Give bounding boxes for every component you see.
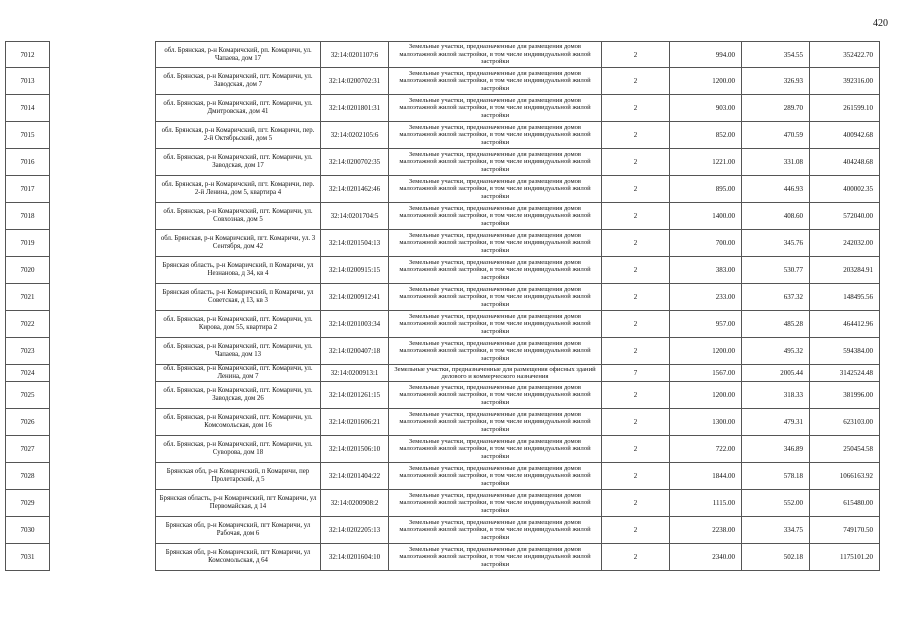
cell-area: 722.00 — [670, 436, 742, 463]
cell-area: 957.00 — [670, 311, 742, 338]
cell-area: 2340.00 — [670, 544, 742, 571]
table-row — [6, 463, 880, 490]
cell-land-use: Земельные участки, предназначенные для размещения домов малоэтажной жилой застройки, в том числе индивидуальной жилой застройки — [389, 338, 602, 365]
cell-land-use: Земельные участки, предназначенные для размещения домов малоэтажной жилой застройки, в том числе индивидуальной жилой застройки — [389, 149, 602, 176]
cell-area: 1300.00 — [670, 409, 742, 436]
cell-group: 2 — [602, 68, 670, 95]
cell-specific-value: 331.08 — [742, 149, 810, 176]
cell-group: 2 — [602, 257, 670, 284]
cell-area: 1221.00 — [670, 149, 742, 176]
cell-cadastral-number: 32:14:0200407:18 — [321, 338, 389, 365]
cell-land-use: Земельные участки, предназначенные для размещения домов малоэтажной жилой застройки, в том числе индивидуальной жилой застройки — [389, 95, 602, 122]
cell-cadastral-value: 203284.91 — [810, 257, 880, 284]
table-row — [6, 95, 880, 122]
table-row — [6, 230, 880, 257]
cell-cadastral-number: 32:14:0200915:15 — [321, 257, 389, 284]
cell-area: 1567.00 — [670, 365, 742, 382]
cell-cadastral-number: 32:14:0200702:31 — [321, 68, 389, 95]
cell-area: 383.00 — [670, 257, 742, 284]
cell-address: обл. Брянская, р-н Комаричский, пгт. Комаричи, ул. Заводская, дом 17 — [156, 149, 321, 176]
cell-cadastral-number: 32:14:0200913:1 — [321, 365, 389, 382]
cell-address: обл. Брянская, р-н Комаричский, пгт. Комаричи, пер. 2-й Октябрьский, дом 5 — [156, 122, 321, 149]
cell-land-use: Земельные участки, предназначенные для размещения домов малоэтажной жилой застройки, в том числе индивидуальной жилой застройки — [389, 517, 602, 544]
cell-land-use: Земельные участки, предназначенные для размещения домов малоэтажной жилой застройки, в том числе индивидуальной жилой застройки — [389, 42, 602, 68]
cell-specific-value: 408.60 — [742, 203, 810, 230]
cell-spacer — [50, 203, 156, 230]
cell-area: 1844.00 — [670, 463, 742, 490]
cell-land-use: Земельные участки, предназначенные для размещения домов малоэтажной жилой застройки, в том числе индивидуальной жилой застройки — [389, 490, 602, 517]
table-row — [6, 176, 880, 203]
cell-area: 903.00 — [670, 95, 742, 122]
cell-land-use: Земельные участки, предназначенные для размещения домов малоэтажной жилой застройки, в том числе индивидуальной жилой застройки — [389, 257, 602, 284]
cell-group: 2 — [602, 203, 670, 230]
cell-land-use: Земельные участки, предназначенные для размещения офисных зданий делового и коммерческого назначения — [389, 365, 602, 382]
cell-row-number: 7016 — [6, 149, 50, 176]
table-row — [6, 311, 880, 338]
cell-spacer — [50, 311, 156, 338]
cell-cadastral-number: 32:14:0200912:41 — [321, 284, 389, 311]
cell-address: Брянская обл, р-н Комаричский, пгт Комаричи, ул Рабочая, дом 6 — [156, 517, 321, 544]
cell-area: 1115.00 — [670, 490, 742, 517]
cell-row-number: 7028 — [6, 463, 50, 490]
cell-group: 2 — [602, 149, 670, 176]
cell-specific-value: 446.93 — [742, 176, 810, 203]
cell-area: 1400.00 — [670, 203, 742, 230]
cell-row-number: 7029 — [6, 490, 50, 517]
cell-specific-value: 578.18 — [742, 463, 810, 490]
cell-spacer — [50, 409, 156, 436]
cell-row-number: 7019 — [6, 230, 50, 257]
cell-cadastral-value: 404248.68 — [810, 149, 880, 176]
cell-cadastral-value: 1066163.92 — [810, 463, 880, 490]
cell-cadastral-value: 615480.00 — [810, 490, 880, 517]
cell-group: 7 — [602, 365, 670, 382]
cell-cadastral-number: 32:14:0201506:10 — [321, 436, 389, 463]
cell-specific-value: 530.77 — [742, 257, 810, 284]
cell-group: 2 — [602, 517, 670, 544]
cell-group: 2 — [602, 42, 670, 68]
cell-specific-value: 502.18 — [742, 544, 810, 571]
cell-land-use: Земельные участки, предназначенные для размещения домов малоэтажной жилой застройки, в том числе индивидуальной жилой застройки — [389, 311, 602, 338]
cell-specific-value: 495.32 — [742, 338, 810, 365]
cell-area: 994.00 — [670, 42, 742, 68]
cell-land-use: Земельные участки, предназначенные для размещения домов малоэтажной жилой застройки, в том числе индивидуальной жилой застройки — [389, 203, 602, 230]
cell-spacer — [50, 544, 156, 571]
cell-cadastral-number: 32:14:0201704:5 — [321, 203, 389, 230]
cell-area: 1200.00 — [670, 68, 742, 95]
cell-cadastral-value: 1175101.20 — [810, 544, 880, 571]
cell-area: 2238.00 — [670, 517, 742, 544]
table-row — [6, 68, 880, 95]
cell-cadastral-number: 32:14:0201606:21 — [321, 409, 389, 436]
cell-address: обл. Брянская, р-н Комаричский, пгт. Комаричи, ул. Совхозная, дом 5 — [156, 203, 321, 230]
cell-cadastral-number: 32:14:0200908:2 — [321, 490, 389, 517]
cell-specific-value: 354.55 — [742, 42, 810, 68]
cell-row-number: 7014 — [6, 95, 50, 122]
cell-land-use: Земельные участки, предназначенные для размещения домов малоэтажной жилой застройки, в том числе индивидуальной жилой застройки — [389, 382, 602, 409]
cell-specific-value: 334.75 — [742, 517, 810, 544]
cell-spacer — [50, 68, 156, 95]
cell-address: обл. Брянская, р-н Комаричский, пгт. Комаричи, ул. Заводская, дом 7 — [156, 68, 321, 95]
cell-row-number: 7021 — [6, 284, 50, 311]
cell-land-use: Земельные участки, предназначенные для размещения домов малоэтажной жилой застройки, в том числе индивидуальной жилой застройки — [389, 230, 602, 257]
cell-address: Брянская область, р-н Комаричский, пгт Комаричи, ул Первомайская, д 14 — [156, 490, 321, 517]
cell-group: 2 — [602, 490, 670, 517]
cell-address: обл. Брянская, р-н Комаричский, пгт. Комаричи, ул. Дмитровская, дом 41 — [156, 95, 321, 122]
cell-group: 2 — [602, 409, 670, 436]
cell-cadastral-value: 3142524.48 — [810, 365, 880, 382]
cell-address: обл. Брянская, р-н Комаричский, пгт. Комаричи, пер. 2-й Ленина, дом 5, квартира 4 — [156, 176, 321, 203]
cell-cadastral-value: 392316.00 — [810, 68, 880, 95]
cell-area: 1200.00 — [670, 338, 742, 365]
cell-cadastral-number: 32:14:0201107:6 — [321, 42, 389, 68]
cell-address: Брянская область, р-н Комаричский, п Комаричи, ул Советская, д 13, кв 3 — [156, 284, 321, 311]
cell-specific-value: 637.32 — [742, 284, 810, 311]
page-number: 420 — [873, 18, 888, 29]
cell-spacer — [50, 95, 156, 122]
cell-land-use: Земельные участки, предназначенные для размещения домов малоэтажной жилой застройки, в том числе индивидуальной жилой застройки — [389, 463, 602, 490]
cell-address: Брянская обл, р-н Комаричский, п Комаричи, пер Пролетарский, д 5 — [156, 463, 321, 490]
cell-group: 2 — [602, 122, 670, 149]
cell-specific-value: 479.31 — [742, 409, 810, 436]
cell-cadastral-value: 623103.00 — [810, 409, 880, 436]
table-row — [6, 544, 880, 571]
cell-spacer — [50, 436, 156, 463]
cell-cadastral-number: 32:14:0201404:22 — [321, 463, 389, 490]
cell-group: 2 — [602, 463, 670, 490]
cell-spacer — [50, 176, 156, 203]
cell-group: 2 — [602, 95, 670, 122]
table-row — [6, 409, 880, 436]
cell-spacer — [50, 284, 156, 311]
cell-cadastral-value: 400942.68 — [810, 122, 880, 149]
cell-specific-value: 470.59 — [742, 122, 810, 149]
cell-address: обл. Брянская, р-н Комаричский, пгт. Комаричи, ул. Кирова, дом 55, квартира 2 — [156, 311, 321, 338]
table-row — [6, 257, 880, 284]
cell-row-number: 7027 — [6, 436, 50, 463]
cell-row-number: 7017 — [6, 176, 50, 203]
cell-row-number: 7012 — [6, 42, 50, 68]
cell-cadastral-value: 464412.96 — [810, 311, 880, 338]
cell-cadastral-value: 148495.56 — [810, 284, 880, 311]
cell-spacer — [50, 517, 156, 544]
cell-row-number: 7030 — [6, 517, 50, 544]
cell-specific-value: 346.89 — [742, 436, 810, 463]
cell-spacer — [50, 230, 156, 257]
cell-spacer — [50, 382, 156, 409]
cell-land-use: Земельные участки, предназначенные для размещения домов малоэтажной жилой застройки, в том числе индивидуальной жилой застройки — [389, 284, 602, 311]
cell-specific-value: 318.33 — [742, 382, 810, 409]
cell-address: обл. Брянская, р-н Комаричский, пгт. Комаричи, ул. Чапаева, дом 13 — [156, 338, 321, 365]
cell-spacer — [50, 257, 156, 284]
cell-land-use: Земельные участки, предназначенные для размещения домов малоэтажной жилой застройки, в том числе индивидуальной жилой застройки — [389, 409, 602, 436]
cell-spacer — [50, 149, 156, 176]
cell-address: обл. Брянская, р-н Комаричский, пгт. Комаричи, ул. Комсомольская, дом 16 — [156, 409, 321, 436]
table-row — [6, 490, 880, 517]
cell-address: обл. Брянская, р-н Комаричский, рп. Комаричи, ул. Чапаева, дом 17 — [156, 42, 321, 68]
cell-cadastral-number: 32:14:0201801:31 — [321, 95, 389, 122]
table-row — [6, 203, 880, 230]
cell-cadastral-value: 400002.35 — [810, 176, 880, 203]
cell-cadastral-number: 32:14:0201504:13 — [321, 230, 389, 257]
cell-cadastral-value: 352422.70 — [810, 42, 880, 68]
cell-specific-value: 2005.44 — [742, 365, 810, 382]
cell-cadastral-value: 594384.00 — [810, 338, 880, 365]
cell-cadastral-value: 381996.00 — [810, 382, 880, 409]
cell-cadastral-number: 32:14:0202205:13 — [321, 517, 389, 544]
cell-spacer — [50, 490, 156, 517]
cell-row-number: 7023 — [6, 338, 50, 365]
cell-spacer — [50, 463, 156, 490]
table-row — [6, 517, 880, 544]
cell-address: обл. Брянская, р-н Комаричский, пгт. Комаричи, ул. 3 Сентября, дом 42 — [156, 230, 321, 257]
cell-cadastral-value: 261599.10 — [810, 95, 880, 122]
table-body — [6, 42, 880, 571]
table-row — [6, 122, 880, 149]
cell-address: обл. Брянская, р-н Комаричский, пгт. Комаричи, ул. Заводская, дом 26 — [156, 382, 321, 409]
cell-land-use: Земельные участки, предназначенные для размещения домов малоэтажной жилой застройки, в том числе индивидуальной жилой застройки — [389, 544, 602, 571]
cell-specific-value: 345.76 — [742, 230, 810, 257]
table-row — [6, 42, 880, 68]
cell-cadastral-number: 32:14:0200702:35 — [321, 149, 389, 176]
table-row — [6, 436, 880, 463]
cell-cadastral-value: 250454.58 — [810, 436, 880, 463]
cell-row-number: 7031 — [6, 544, 50, 571]
cell-row-number: 7013 — [6, 68, 50, 95]
cadastral-value-table — [5, 41, 880, 571]
cell-row-number: 7022 — [6, 311, 50, 338]
cell-row-number: 7015 — [6, 122, 50, 149]
cell-area: 1200.00 — [670, 382, 742, 409]
cell-area: 895.00 — [670, 176, 742, 203]
table-row — [6, 382, 880, 409]
cell-cadastral-number: 32:14:0201261:15 — [321, 382, 389, 409]
cell-cadastral-number: 32:14:0202105:6 — [321, 122, 389, 149]
cell-group: 2 — [602, 544, 670, 571]
cell-address: обл. Брянская, р-н Комаричский, пгт. Комаричи, ул. Суворова, дом 18 — [156, 436, 321, 463]
cell-land-use: Земельные участки, предназначенные для размещения домов малоэтажной жилой застройки, в том числе индивидуальной жилой застройки — [389, 176, 602, 203]
cell-specific-value: 326.93 — [742, 68, 810, 95]
cell-spacer — [50, 365, 156, 382]
cell-spacer — [50, 338, 156, 365]
cell-specific-value: 552.00 — [742, 490, 810, 517]
table-row — [6, 149, 880, 176]
cell-group: 2 — [602, 436, 670, 463]
cell-land-use: Земельные участки, предназначенные для размещения домов малоэтажной жилой застройки, в том числе индивидуальной жилой застройки — [389, 122, 602, 149]
cell-row-number: 7025 — [6, 382, 50, 409]
cell-address: Брянская область, р-н Комаричский, п Комаричи, ул Незнанова, д 34, кв 4 — [156, 257, 321, 284]
cell-land-use: Земельные участки, предназначенные для размещения домов малоэтажной жилой застройки, в том числе индивидуальной жилой застройки — [389, 436, 602, 463]
cell-cadastral-value: 242032.00 — [810, 230, 880, 257]
cell-address: обл. Брянская, р-н Комаричский, пгт. Комаричи, ул. Ленина, дом 7 — [156, 365, 321, 382]
cell-group: 2 — [602, 338, 670, 365]
cell-cadastral-number: 32:14:0201003:34 — [321, 311, 389, 338]
cell-specific-value: 485.28 — [742, 311, 810, 338]
cell-row-number: 7024 — [6, 365, 50, 382]
cell-address: Брянская обл, р-н Комаричский, пгт Комаричи, ул Комсомольская, д 64 — [156, 544, 321, 571]
cell-cadastral-value: 749170.50 — [810, 517, 880, 544]
cell-group: 2 — [602, 382, 670, 409]
table-row — [6, 284, 880, 311]
cell-area: 700.00 — [670, 230, 742, 257]
cell-cadastral-number: 32:14:0201462:46 — [321, 176, 389, 203]
cell-row-number: 7020 — [6, 257, 50, 284]
table-row — [6, 365, 880, 382]
cell-group: 2 — [602, 230, 670, 257]
cell-cadastral-value: 572040.00 — [810, 203, 880, 230]
cell-land-use: Земельные участки, предназначенные для размещения домов малоэтажной жилой застройки, в том числе индивидуальной жилой застройки — [389, 68, 602, 95]
table-row — [6, 338, 880, 365]
cell-spacer — [50, 42, 156, 68]
cell-area: 852.00 — [670, 122, 742, 149]
cell-group: 2 — [602, 311, 670, 338]
cell-row-number: 7026 — [6, 409, 50, 436]
cell-spacer — [50, 122, 156, 149]
cell-cadastral-number: 32:14:0201604:10 — [321, 544, 389, 571]
cell-group: 2 — [602, 284, 670, 311]
cell-area: 233.00 — [670, 284, 742, 311]
cell-row-number: 7018 — [6, 203, 50, 230]
cell-specific-value: 289.70 — [742, 95, 810, 122]
cell-group: 2 — [602, 176, 670, 203]
